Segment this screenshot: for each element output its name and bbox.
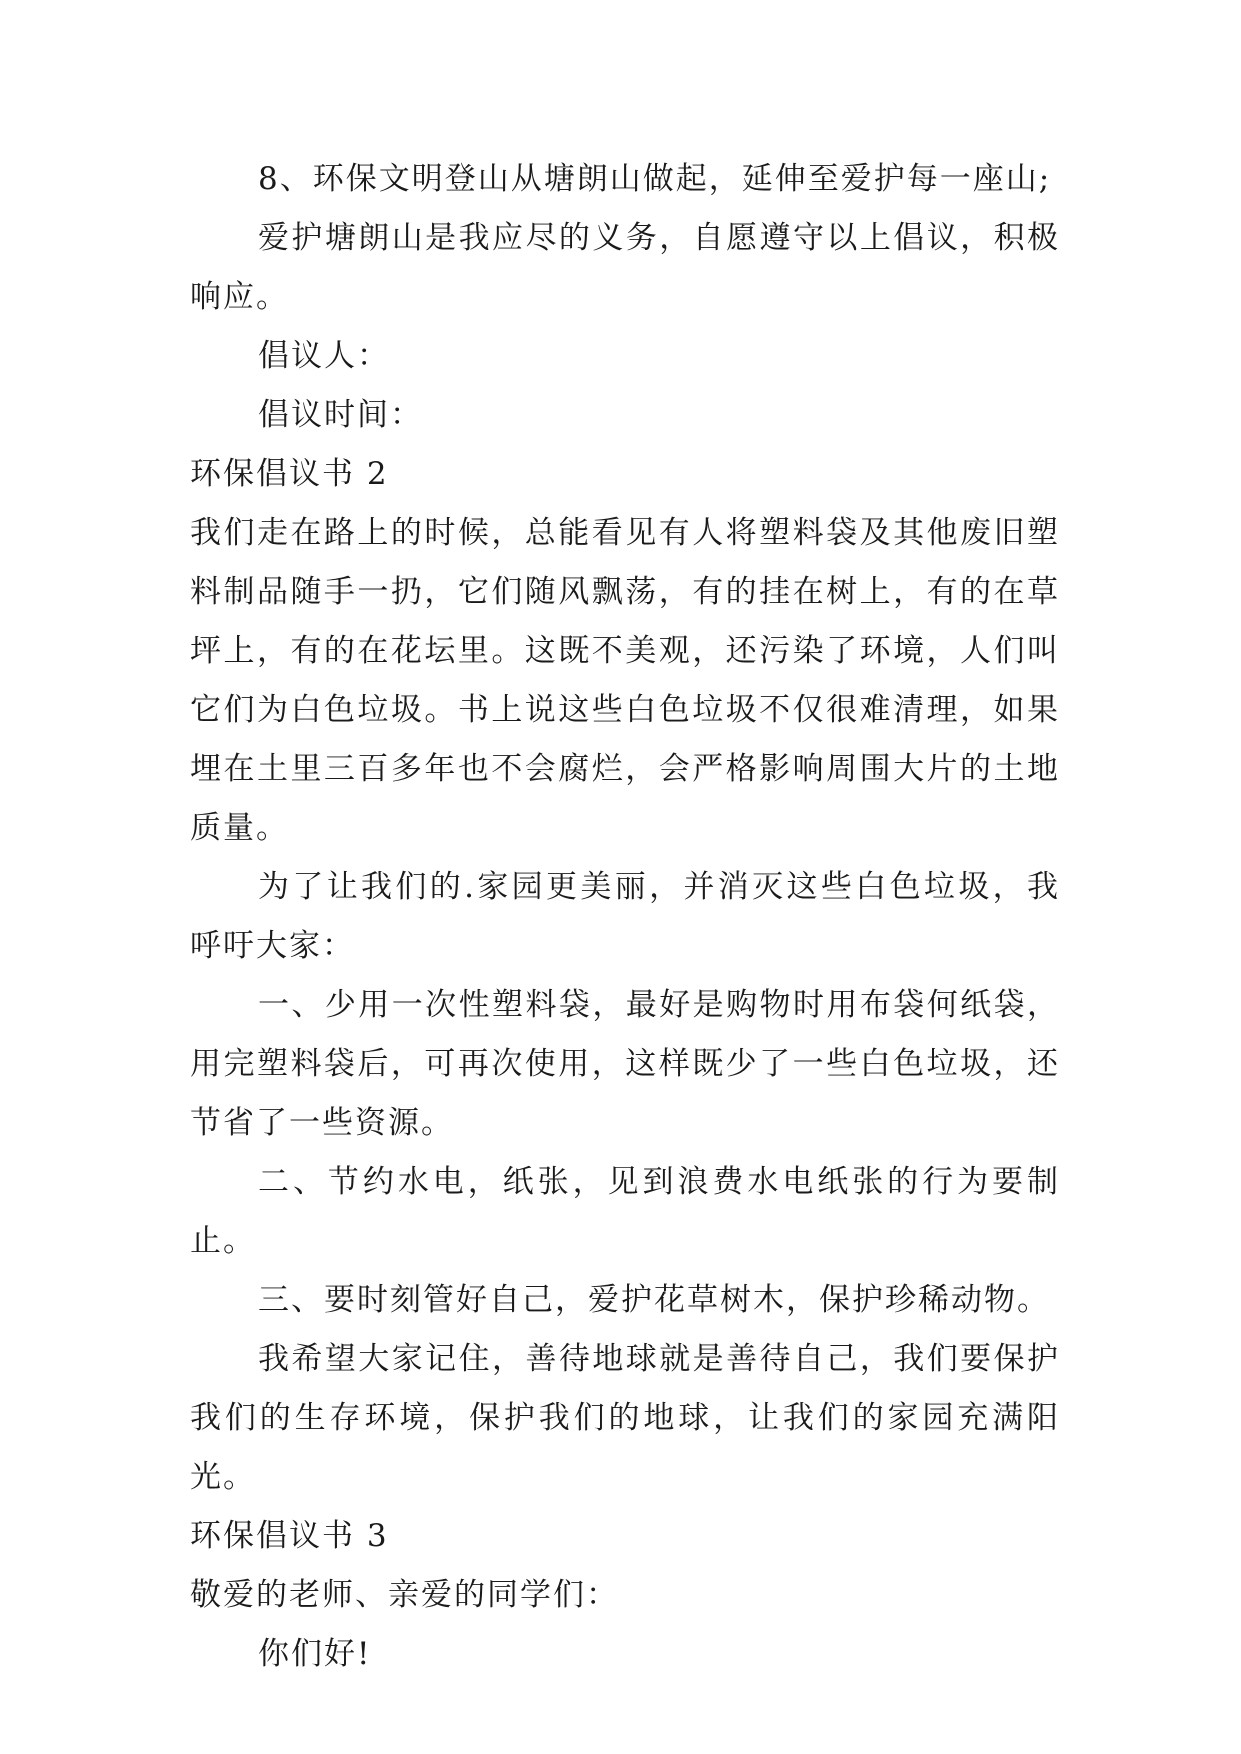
paragraph-proposer: 倡议人： [258,338,390,374]
paragraph-greeting: 你们好! [258,1636,372,1672]
paragraph-salutation: 敬爱的老师、亲爱的同学们： [190,1577,619,1613]
paragraph-point-3: 三、要时刻管好自己，爱护花草树木，保护珍稀动物。 [258,1282,1050,1318]
paragraph-closing: 我希望大家记住，善待地球就是善待自己，我们要保护我们的生存环境，保护我们的地球，让我们的家园充满阳光。 [190,1341,1060,1495]
paragraph-white-pollution: 我们走在路上的时候，总能看见有人将塑料袋及其他废旧塑料制品随手一扔，它们随风飘荡，有的挂在树上，有的在草坪上，有的在花坛里。这既不美观，还污染了环境，人们叫它们为白色垃圾。书上说这些白色垃圾不仅很难清理，如果埋在土里三百多年也不会腐烂，会严格影响周围大片的土地质量。 [190,515,1060,846]
paragraph-call-to-action: 为了让我们的.家园更美丽，并消灭这些白色垃圾，我呼吁大家： [190,869,1060,964]
paragraph-point-1: 一、少用一次性塑料袋，最好是购物时用布袋何纸袋，用完塑料袋后，可再次使用，这样既少了一些白色垃圾，还节省了一些资源。 [190,987,1060,1141]
paragraph-proposal-date: 倡议时间： [258,397,423,433]
paragraph-duty-statement: 爱护塘朗山是我应尽的义务，自愿遵守以上倡议，积极响应。 [190,220,1060,315]
document-body [190,150,1060,1684]
section-heading-2: 环保倡议书 2 [190,456,389,492]
paragraph-point-2: 二、节约水电，纸张，见到浪费水电纸张的行为要制止。 [190,1164,1060,1259]
paragraph-item-8: 8、环保文明登山从塘朗山做起，延伸至爱护每一座山; [258,161,1052,197]
section-heading-3: 环保倡议书 3 [190,1518,389,1554]
